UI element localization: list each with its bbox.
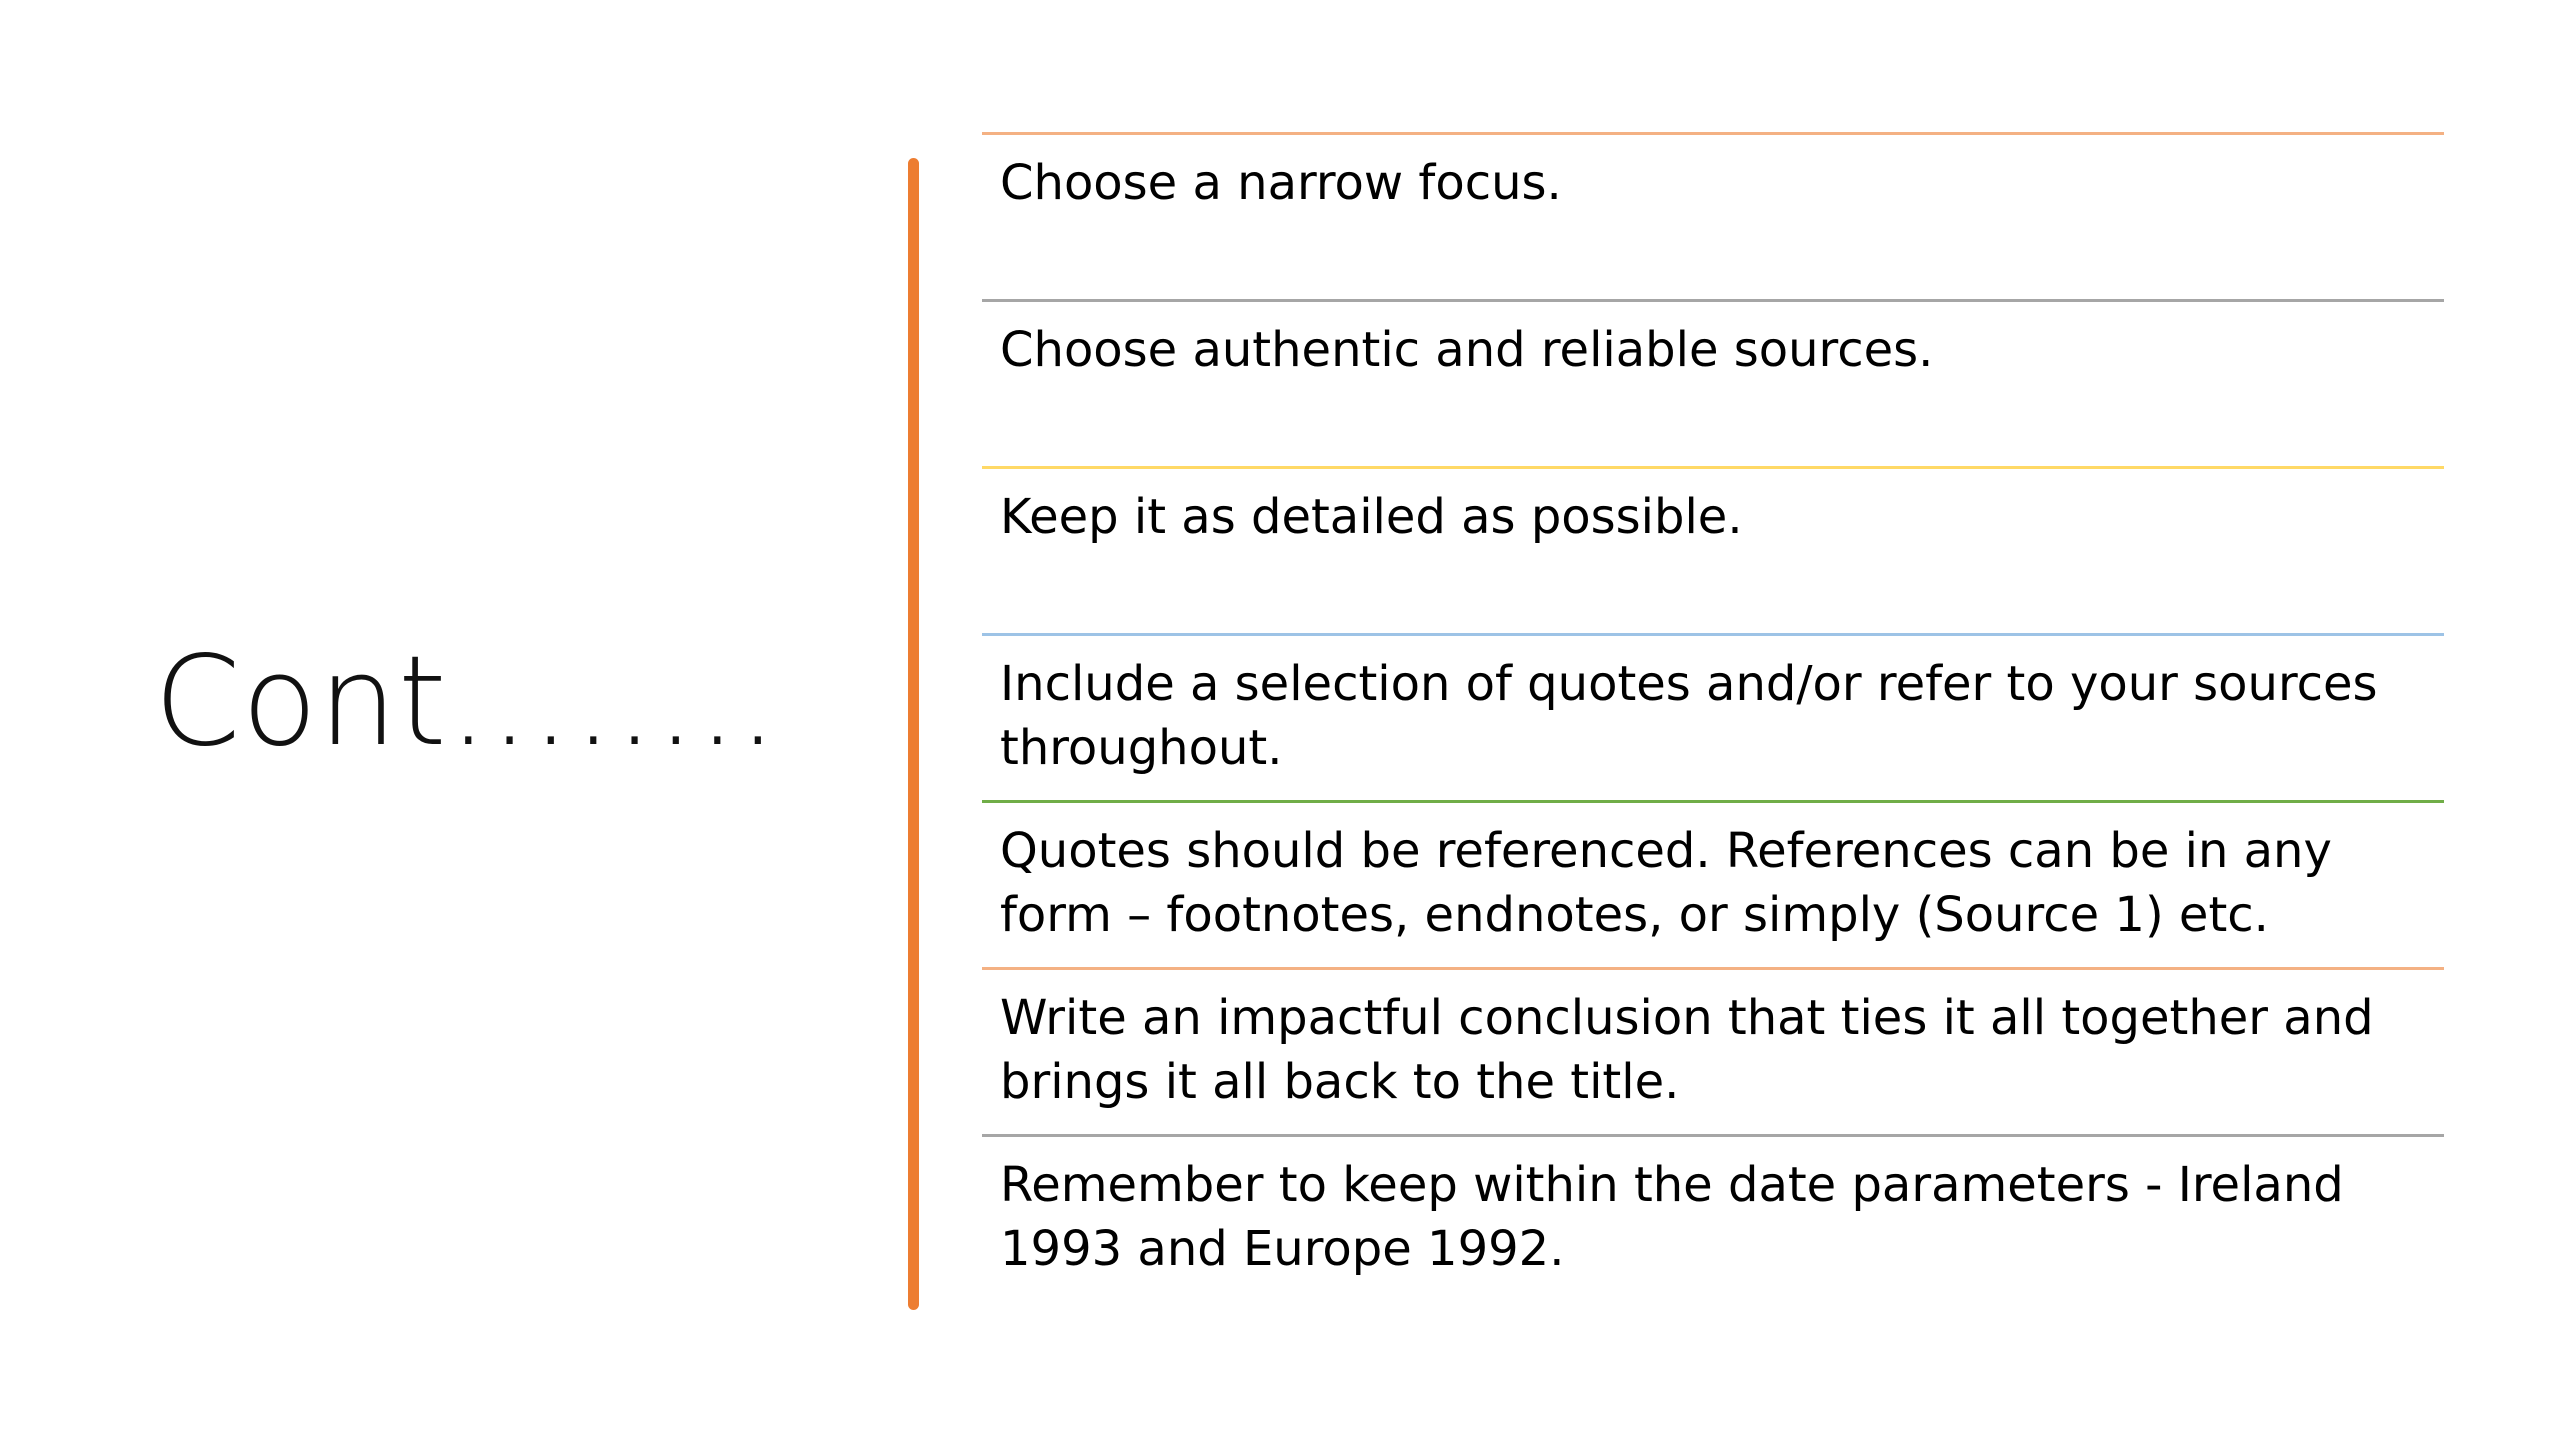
list-item [982,800,2444,967]
list-item-text: Write an impactful conclusion that ties it all together and brings it all back to the title. [1000,990,2374,1110]
list-item-text: Keep it as detailed as possible. [1000,489,1743,545]
bullet-list [982,132,2444,1302]
slide-title: Cont…….. [154,630,779,774]
list-item-text: Include a selection of quotes and/or refer to your sources throughout. [1000,656,2378,776]
list-item [982,299,2444,466]
list-item [982,466,2444,633]
list-item-text: Choose authentic and reliable sources. [1000,322,1934,378]
list-item [982,633,2444,800]
list-item-text: Quotes should be referenced. References can be in any form – footnotes, endnotes, or simply (Source 1) etc. [1000,823,2332,943]
list-item [982,1134,2444,1301]
list-item-text: Remember to keep within the date parameters - Ireland 1993 and Europe 1992. [1000,1157,2344,1277]
list-item [982,132,2444,299]
accent-bar [908,158,919,1310]
list-item-text: Choose a narrow focus. [1000,155,1562,211]
list-item [982,967,2444,1134]
